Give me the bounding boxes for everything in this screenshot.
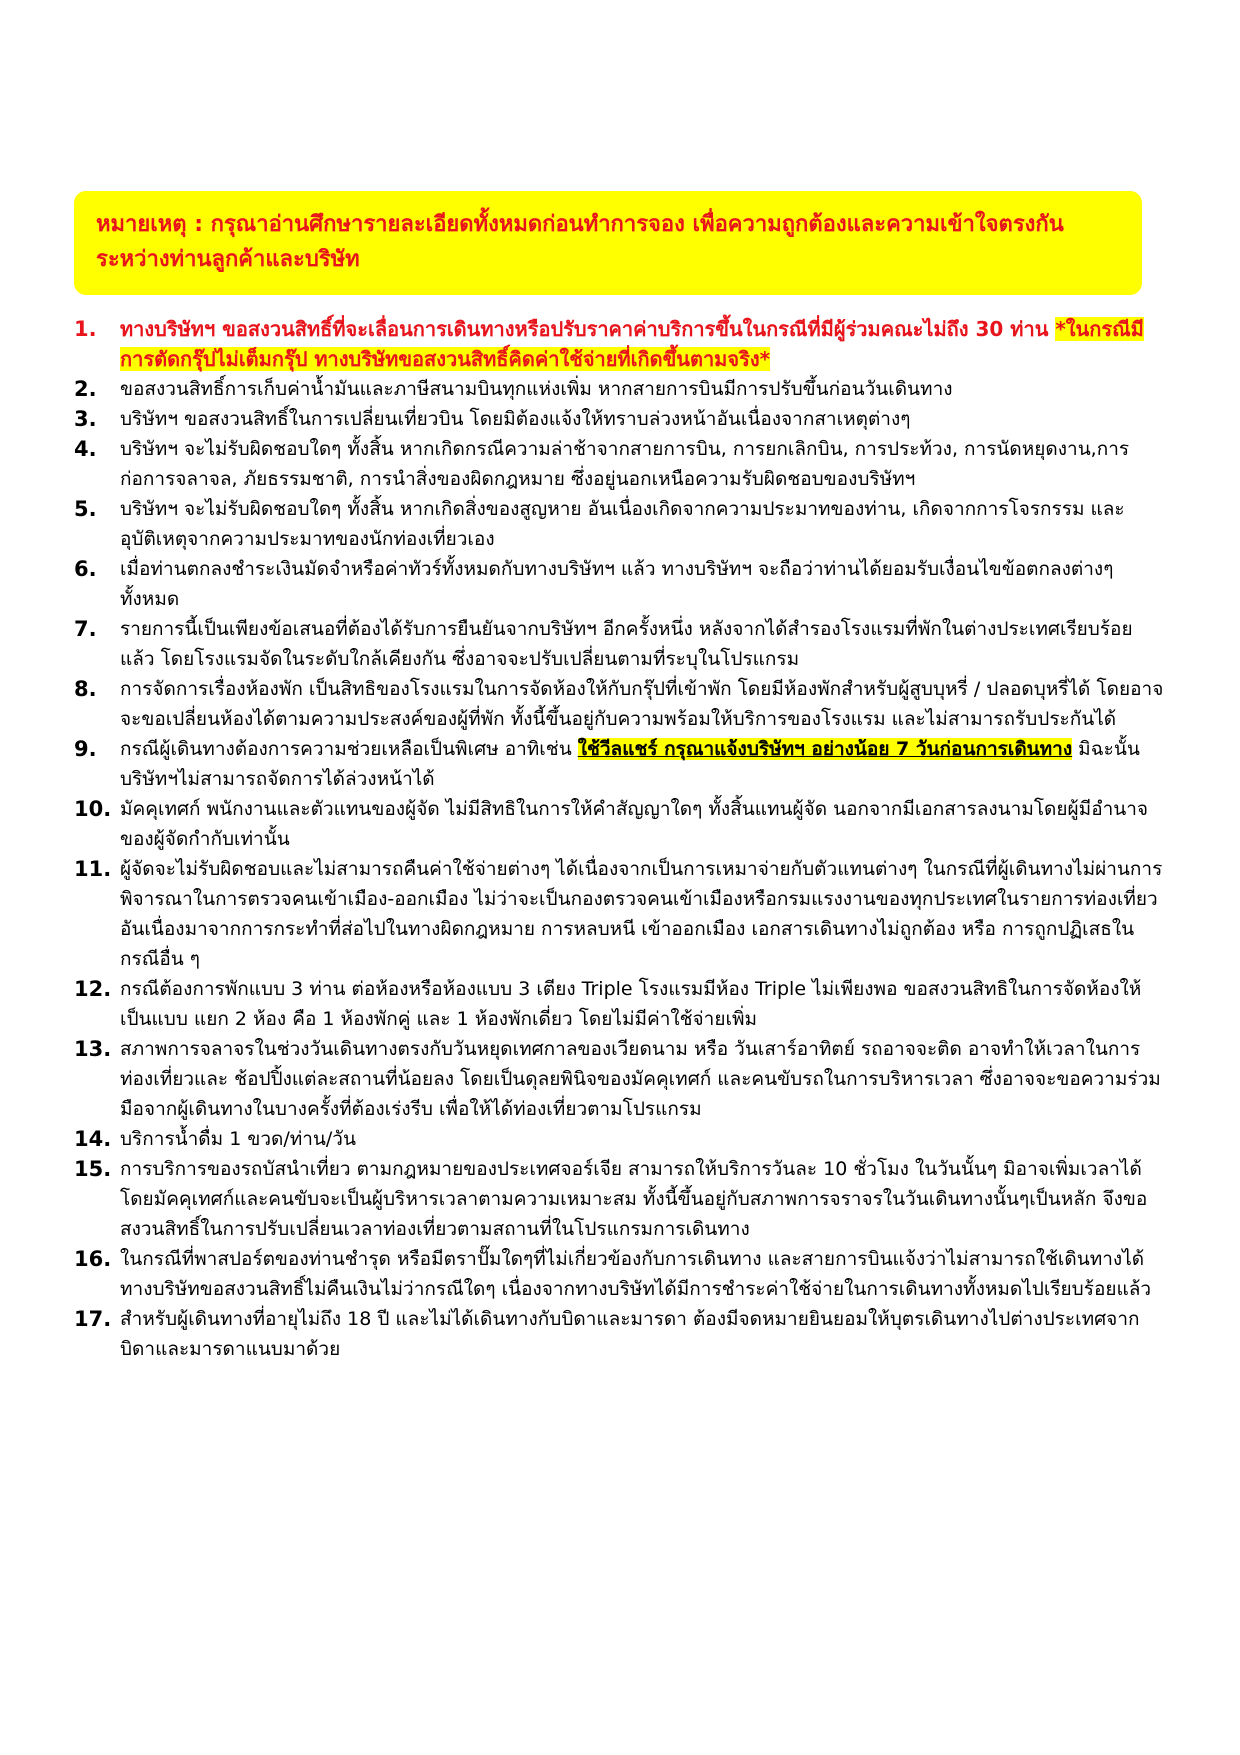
term-text: บริการน้ำดื่ม 1 ขวด/ท่าน/วัน — [120, 1128, 356, 1150]
term-text: กรณีต้องการพักแบบ 3 ท่าน ต่อห้องหรือห้องแบบ 3 เตียง Triple โรงแรมมีห้อง Triple ไม่เพียงพอ ขอสงวนสิทธิในการจัดห้องให้เป็นแบบ แยก 2 ห้อง คือ 1 ห้องพักคู่ และ 1 ห้องพักเดี่ยว โดยไม่มีค่าใช้จ่ายเพิ่ม — [120, 978, 1142, 1030]
term-text: บริษัทฯ จะไม่รับผิดชอบใดๆ ทั้งสิ้น หากเกิดกรณีความล่าช้าจากสายการบิน, การยกเลิกบิน, การประท้วง, การนัดหยุดงาน,การก่อการจลาจล, ภัยธรรมชาติ, การนำสิ่งของผิดกฎหมาย ซึ่งอยู่นอกเหนือความรับผิดชอบของบริษัทฯ — [120, 438, 1130, 490]
term-text: การบริการของรถบัสนำเที่ยว ตามกฎหมายของประเทศจอร์เจีย สามารถให้บริการวันละ 10 ชั่วโมง ในวันนั้นๆ มิอาจเพิ่มเวลาได้ โดยมัคคุเทศก์และคนขับจะเป็นผู้บริหารเวลาตามความเหมาะสม ทั้งนี้ขึ้นอยู่กับสภาพการจราจรในวันเดินทางนั้นๆเป็นหลัก จึงขอสงวนสิทธิ์ในการปรับเปลี่ยนเวลาท่องเที่ยวตามสถานที่ในโปรแกรมการเดินทาง — [120, 1158, 1148, 1240]
term-text: ในกรณีที่พาสปอร์ตของท่านชำรุด หรือมีตราปั๊มใดๆที่ไม่เกี่ยวข้องกับการเดินทาง และสายการบินแจ้งว่าไม่สามารถใช้เดินทางได้ ทางบริษัทขอสงวนสิทธิ์ไม่คืนเงินไม่ว่ากรณีใดๆ เนื่องจากทางบริษัทได้มีการชำระค่าใช้จ่ายในการเดินทางทั้งหมดไปเรียบร้อยแล้ว — [120, 1248, 1152, 1300]
term-item-5 — [74, 494, 1164, 554]
term-item-8 — [74, 674, 1164, 734]
term-number: 1. — [74, 317, 97, 341]
term-item-3 — [74, 404, 1164, 434]
term-number: 5. — [74, 497, 97, 521]
terms-list — [74, 314, 1164, 1364]
term-item-17 — [74, 1304, 1164, 1364]
term-number: 15. — [74, 1157, 112, 1181]
term-item-14 — [74, 1124, 1164, 1154]
term-highlight: ใช้วีลแชร์ กรุณาแจ้งบริษัทฯ อย่างน้อย 7 วันก่อนการเดินทาง — [577, 738, 1073, 760]
term-item-12 — [74, 974, 1164, 1034]
term-item-7 — [74, 614, 1164, 674]
term-highlight: *ในกรณีมีการตัดกรุ๊ปไม่เต็มกรุ๊ป ทางบริษัทขอสงวนสิทธิ์คิดค่าใช้จ่ายที่เกิดขึ้นตามจริง* — [120, 317, 1144, 371]
term-number: 9. — [74, 737, 97, 761]
term-item-13 — [74, 1034, 1164, 1124]
term-text: รายการนี้เป็นเพียงข้อเสนอที่ต้องได้รับการยืนยันจากบริษัทฯ อีกครั้งหนึ่ง หลังจากได้สำรองโรงแรมที่พักในต่างประเทศเรียบร้อยแล้ว โดยโรงแรมจัดในระดับใกล้เคียงกัน ซึ่งอาจจะปรับเปลี่ยนตามที่ระบุในโปรแกรม — [120, 618, 1133, 670]
term-text-tail: มิฉะนั้นบริษัทฯไม่สามารถจัดการได้ล่วงหน้าได้ — [120, 738, 1140, 790]
term-item-11 — [74, 854, 1164, 974]
term-item-6 — [74, 554, 1164, 614]
term-item-16 — [74, 1244, 1164, 1304]
term-number: 7. — [74, 617, 97, 641]
term-item-4 — [74, 434, 1164, 494]
term-item-1 — [74, 314, 1164, 374]
term-text: สภาพการจลาจรในช่วงวันเดินทางตรงกับวันหยุดเทศกาลของเวียดนาม หรือ วันเสาร์อาทิตย์ รถอาจจะติด อาจทำให้เวลาในการท่องเที่ยวและ ช้อปปิ้งแต่ละสถานที่น้อยลง โดยเป็นดุลยพินิจของมัคคุเทศก์ และคนขับรถในการบริหารเวลา ซึ่งอาจจะขอความร่วมมือจากผู้เดินทางในบางครั้งที่ต้องเร่งรีบ เพื่อให้ได้ท่องเที่ยวตามโปรแกรม — [120, 1038, 1161, 1120]
term-number: 3. — [74, 407, 97, 431]
term-item-10 — [74, 794, 1164, 854]
term-number: 14. — [74, 1127, 112, 1151]
notice-text: หมายเหตุ : กรุณาอ่านศึกษารายละเอียดทั้งหมดก่อนทำการจอง เพื่อความถูกต้องและความเข้าใจตรงกันระหว่างท่านลูกค้าและบริษัท — [96, 212, 1064, 272]
term-number: 12. — [74, 977, 112, 1001]
term-text: มัคคุเทศก์ พนักงานและตัวแทนของผู้จัด ไม่มีสิทธิในการให้คำสัญญาใดๆ ทั้งสิ้นแทนผู้จัด นอกจากมีเอกสารลงนามโดยผู้มีอำนาจของผู้จัดกำกับเท่านั้น — [120, 798, 1149, 850]
term-number: 6. — [74, 557, 97, 581]
term-number: 13. — [74, 1037, 112, 1061]
term-number: 17. — [74, 1307, 112, 1331]
term-text: ขอสงวนสิทธิ์การเก็บค่าน้ำมันและภาษีสนามบินทุกแห่งเพิ่ม หากสายการบินมีการปรับขึ้นก่อนวันเดินทาง — [120, 378, 953, 400]
term-text: สำหรับผู้เดินทางที่อายุไม่ถึง 18 ปี และไม่ได้เดินทางกับบิดาและมารดา ต้องมีจดหมายยินยอมให้บุตรเดินทางไปต่างประเทศจากบิดาและมารดาแนบมาด้วย — [120, 1308, 1140, 1360]
term-text: กรณีผู้เดินทางต้องการความช่วยเหลือเป็นพิเศษ อาทิเช่น — [120, 738, 578, 760]
term-number: 11. — [74, 857, 112, 881]
notice-banner — [74, 191, 1142, 295]
term-text: ทางบริษัทฯ ขอสงวนสิทธิ์ที่จะเลื่อนการเดินทางหรือปรับราคาค่าบริการขึ้นในกรณีที่มีผู้ร่วมคณะไม่ถึง 30 ท่าน — [120, 317, 1056, 341]
term-number: 2. — [74, 377, 97, 401]
term-item-2 — [74, 374, 1164, 404]
term-text: บริษัทฯ ขอสงวนสิทธิ์ในการเปลี่ยนเที่ยวบิน โดยมิต้องแจ้งให้ทราบล่วงหน้าอันเนื่องจากสาเหตุต่างๆ — [120, 408, 911, 430]
term-text: ผู้จัดจะไม่รับผิดชอบและไม่สามารถคืนค่าใช้จ่ายต่างๆ ได้เนื่องจากเป็นการเหมาจ่ายกับตัวแทนต่างๆ ในกรณีที่ผู้เดินทางไม่ผ่านการพิจารณาในการตรวจคนเข้าเมือง-ออกเมือง ไม่ว่าจะเป็นกองตรวจคนเข้าเมืองหรือกรมแรงงานของทุกประเทศในรายการท่องเที่ยว อันเนื่องมาจากการกระทำที่ส่อไปในทางผิดกฎหมาย การหลบหนี เข้าออกเมือง เอกสารเดินทางไม่ถูกต้อง หรือ การถูกปฏิเสธในกรณีอื่น ๆ — [120, 858, 1163, 970]
term-number: 4. — [74, 437, 97, 461]
term-text: การจัดการเรื่องห้องพัก เป็นสิทธิของโรงแรมในการจัดห้องให้กับกรุ๊ปที่เข้าพัก โดยมีห้องพักสำหรับผู้สูบบุหรี่ / ปลอดบุหรี่ได้ โดยอาจจะขอเปลี่ยนห้องได้ตามความประสงค์ของผู้ที่พัก ทั้งนี้ขึ้นอยู่กับความพร้อมให้บริการของโรงแรม และไม่สามารถรับประกันได้ — [120, 678, 1164, 730]
term-number: 8. — [74, 677, 97, 701]
term-text: บริษัทฯ จะไม่รับผิดชอบใดๆ ทั้งสิ้น หากเกิดสิ่งของสูญหาย อันเนื่องเกิดจากความประมาทของท่าน, เกิดจากการโจรกรรม และ อุบัติเหตุจากความประมาทของนักท่องเที่ยวเอง — [120, 498, 1125, 550]
term-text: เมื่อท่านตกลงชำระเงินมัดจำหรือค่าทัวร์ทั้งหมดกับทางบริษัทฯ แล้ว ทางบริษัทฯ จะถือว่าท่านได้ยอมรับเงื่อนไขข้อตกลงต่างๆ ทั้งหมด — [120, 558, 1114, 610]
term-item-9 — [74, 734, 1164, 794]
term-item-15 — [74, 1154, 1164, 1244]
term-number: 10. — [74, 797, 112, 821]
term-number: 16. — [74, 1247, 112, 1271]
